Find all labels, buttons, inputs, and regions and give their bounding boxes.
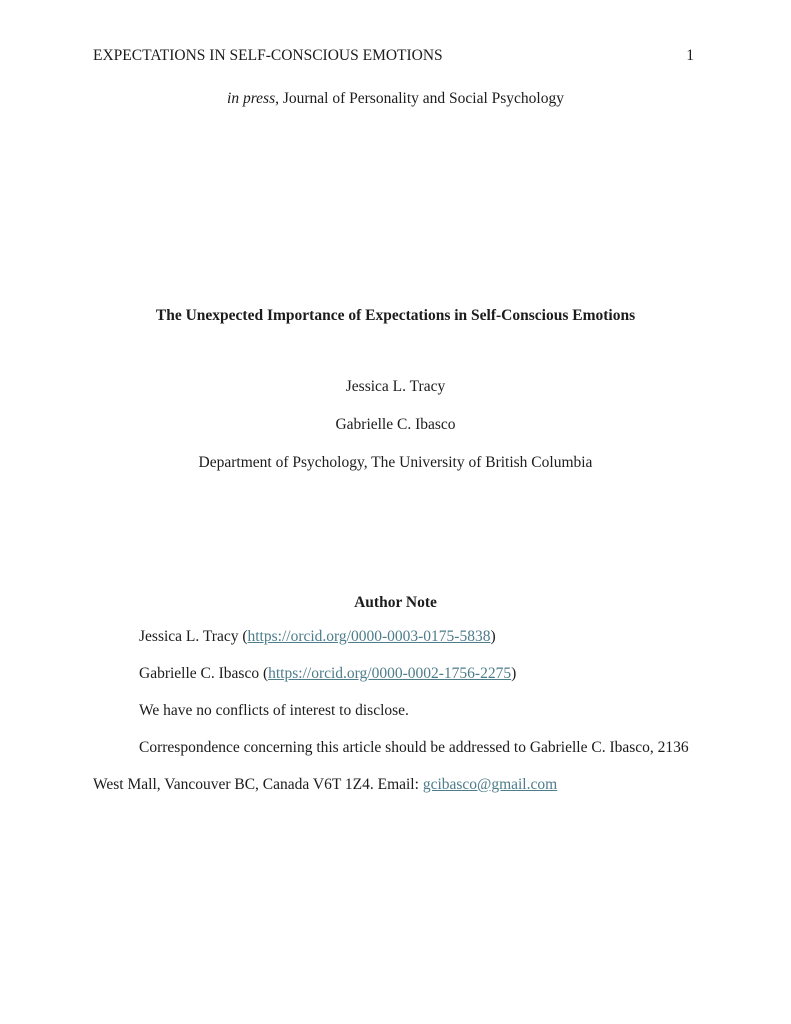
orcid-line-2 [93, 655, 694, 692]
orcid-2-link[interactable]: https://orcid.org/0000-0002-1756-2275 [268, 665, 512, 682]
in-press-italic: in press [227, 90, 276, 107]
correspondence-line-2 [93, 766, 694, 803]
author-note-body [93, 618, 694, 803]
correspondence-line-2-prefix: West Mall, Vancouver BC, Canada V6T 1Z4. Email: [93, 776, 423, 793]
in-press-line [0, 89, 791, 108]
correspondence-line-1: Correspondence concerning this article should be addressed to Gabrielle C. Ibasco, 2136 [139, 739, 689, 756]
running-head-row [93, 47, 694, 65]
email-link[interactable]: gcibasco@gmail.com [422, 776, 558, 793]
running-head: EXPECTATIONS IN SELF-CONSCIOUS EMOTIONS [93, 47, 443, 64]
orcid-2-prefix: Gabrielle C. Ibasco ( [139, 665, 269, 682]
orcid-1-prefix: Jessica L. Tracy ( [139, 628, 248, 645]
paper-title: The Unexpected Importance of Expectations in Self-Conscious Emotions [155, 307, 636, 324]
in-press-journal: , Journal of Personality and Social Psychology [275, 90, 564, 107]
author-name-1: Jessica L. Tracy [345, 378, 446, 395]
author-note-heading: Author Note [354, 594, 437, 611]
page-number: 1 [686, 47, 694, 64]
orcid-1-link[interactable]: https://orcid.org/0000-0003-0175-5838 [247, 628, 491, 645]
orcid-2-suffix: ) [511, 665, 517, 682]
orcid-line-1 [93, 618, 694, 655]
author-affiliation: Department of Psychology, The University of British Columbia [198, 454, 593, 471]
orcid-1-suffix: ) [490, 628, 496, 645]
author-name-2: Gabrielle C. Ibasco [335, 416, 456, 433]
byline [0, 368, 791, 482]
disclosure-line: We have no conflicts of interest to disclose. [139, 702, 409, 719]
